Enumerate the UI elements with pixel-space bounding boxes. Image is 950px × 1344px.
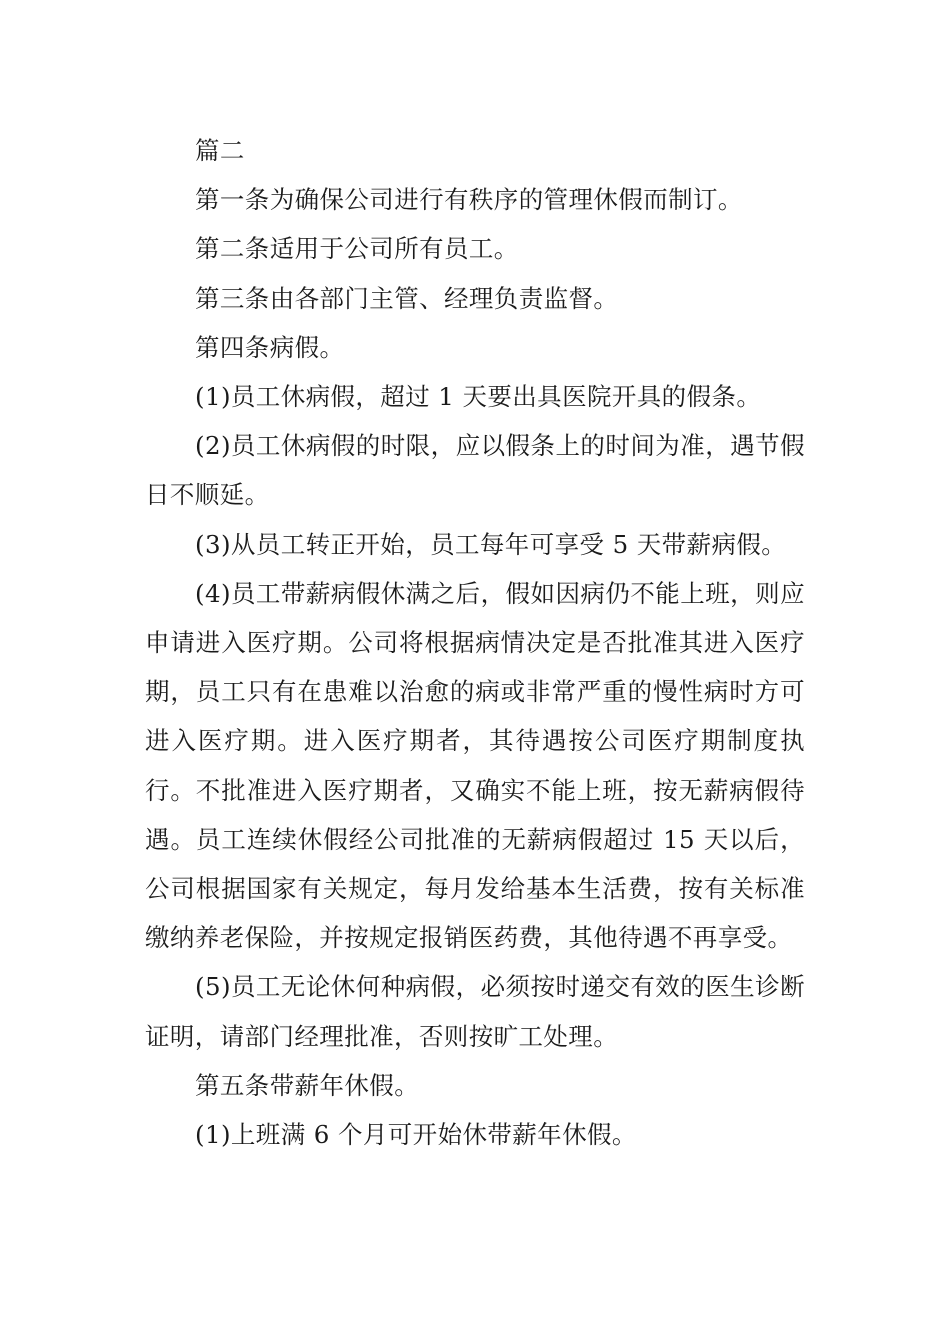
article-4-item-2: (2)员工休病假的时限，应以假条上的时间为准，遇节假日不顺延。 — [145, 431, 805, 510]
article-1: 第一条为确保公司进行有秩序的管理休假而制订。 — [195, 185, 743, 215]
article-3: 第三条由各部门主管、经理负责监督。 — [195, 283, 619, 313]
article-4-item-1: (1)员工休病假，超过 1 天要出具医院开具的假条。 — [195, 382, 762, 412]
article-5-item-1: (1)上班满 6 个月可开始休带薪年休假。 — [195, 1120, 637, 1150]
article-2: 第二条适用于公司所有员工。 — [195, 234, 519, 264]
article-4-item-5: (5)员工无论休何种病假，必须按时递交有效的医生诊断证明，请部门经理批准，否则按旷工处理。 — [145, 972, 805, 1051]
document-body — [145, 126, 805, 1159]
article-4-heading: 第四条病假。 — [195, 332, 345, 362]
article-4-item-4: (4)员工带薪病假休满之后，假如因病仍不能上班，则应申请进入医疗期。公司将根据病情决定是否批准其进入医疗期，员工只有在患难以治愈的病或非常严重的慢性病时方可进入医疗期。进入医疗期者，其待遇按公司医疗期制度执行。不批准进入医疗期者，又确实不能上班，按无薪病假待遇。员工连续休假经公司批准的无薪病假超过 15 天以后，公司根据国家有关规定，每月发给基本生活费，按有关标准缴纳养老保险，并按规定报销医药费，其他待遇不再享受。 — [145, 578, 805, 953]
section-heading: 篇二 — [195, 136, 245, 165]
article-4-item-3: (3)从员工转正开始，员工每年可享受 5 天带薪病假。 — [195, 529, 787, 559]
article-5-heading: 第五条带薪年休假。 — [195, 1070, 420, 1100]
